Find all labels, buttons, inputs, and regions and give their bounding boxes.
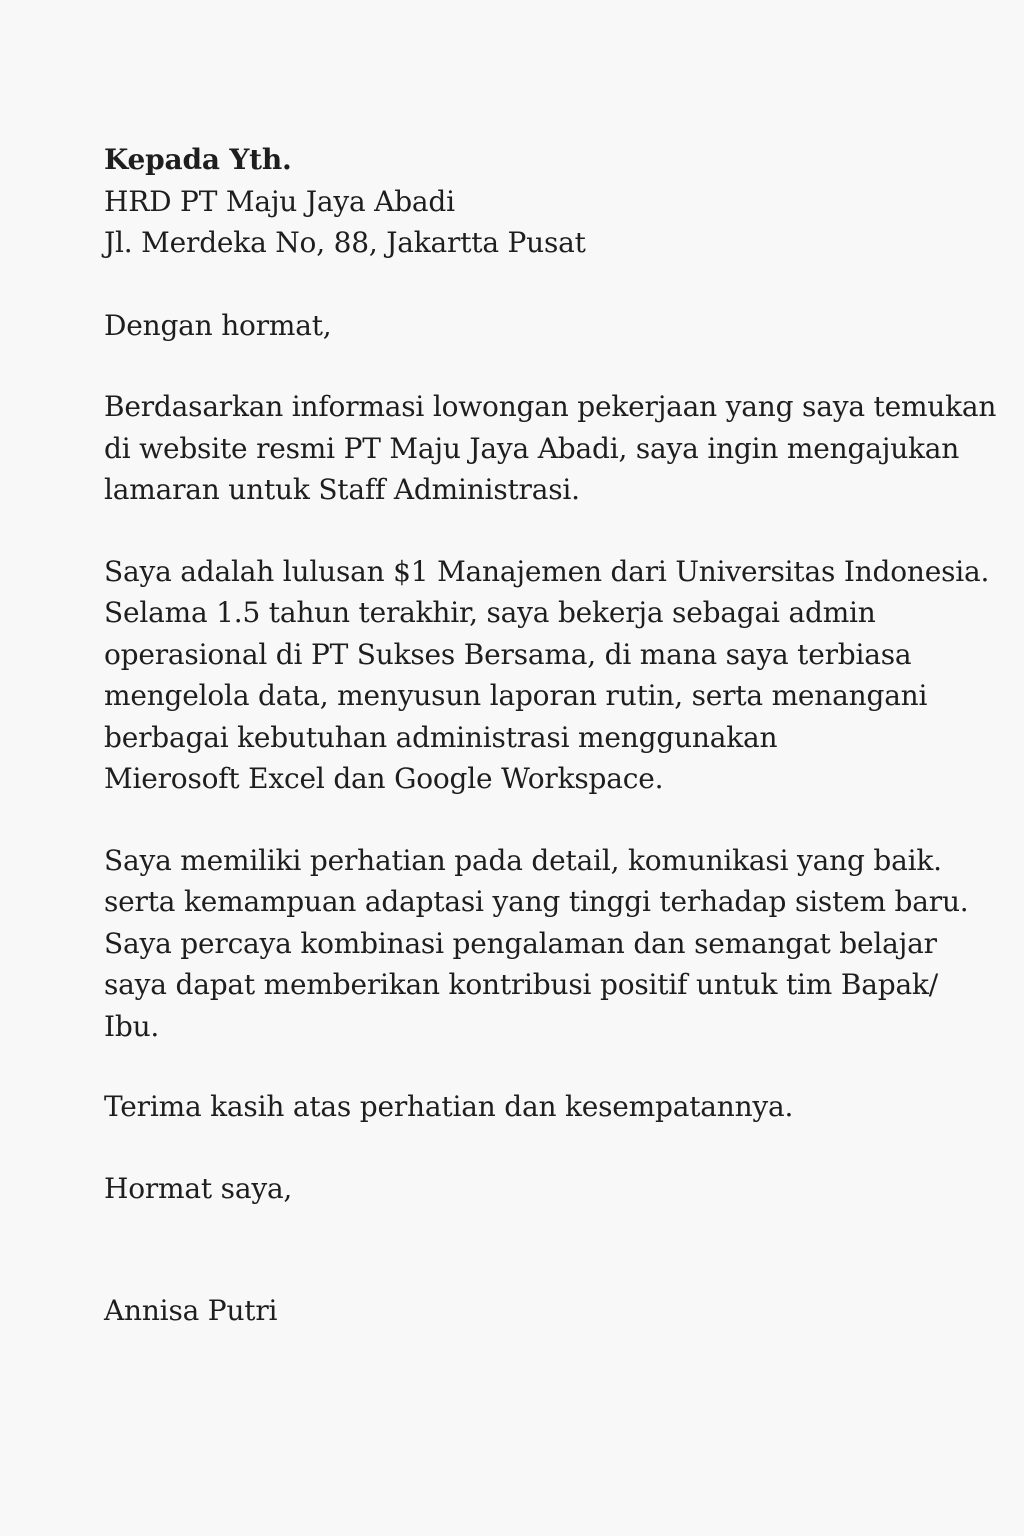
paragraph-1-line: Berdasarkan informasi lowongan pekerjaan yang saya temukan — [104, 390, 997, 423]
paragraph-2-line: Mierosoft Excel dan Google Workspace. — [104, 762, 664, 795]
recipient-address: Jl. Merdeka No, 88, Jakartta Pusat — [104, 226, 586, 259]
thanks-line: Terima kasih atas perhatian dan kesempatannya. — [104, 1090, 794, 1123]
recipient-company: HRD PT Maju Jaya Abadi — [104, 184, 455, 218]
closing-line: Hormat saya, — [104, 1171, 293, 1205]
signature-block — [104, 1290, 964, 1332]
paragraph-3-line: Ibu. — [104, 1009, 160, 1043]
paragraph-1-line: di website resmi PT Maju Jaya Abadi, saya ingin mengajukan — [104, 431, 960, 465]
signature-name: Annisa Putri — [104, 1294, 278, 1327]
paragraph-3 — [104, 840, 969, 1048]
paragraph-2-line: berbagai kebutuhan administrasi menggunakan — [104, 720, 778, 754]
paragraph-2 — [104, 551, 990, 800]
recipient-salutation: Kepada Yth. — [104, 143, 292, 176]
paragraph-3-line: Saya memiliki perhatian pada detail, komunikasi yang baik. — [104, 843, 942, 877]
greeting-block — [104, 305, 964, 347]
paragraph-2-line: Saya adalah lulusan $1 Manajemen dari Universitas Indonesia. — [104, 554, 990, 588]
paragraph-2-line: Selama 1.5 tahun terakhir, saya bekerja sebagai admin — [104, 596, 876, 629]
paragraph-3-line: Saya percaya kombinasi pengalaman dan semangat belajar — [104, 926, 937, 960]
paragraph-2-line: operasional di PT Sukses Bersama, di mana saya terbiasa — [104, 637, 912, 671]
recipient-block — [104, 139, 964, 264]
greeting: Dengan hormat, — [104, 308, 332, 342]
closing-block — [104, 1168, 964, 1210]
thanks-block — [104, 1086, 964, 1128]
paragraph-1-line: lamaran untuk Staff Administrasi. — [104, 473, 580, 506]
paragraph-1 — [104, 386, 997, 511]
paragraph-3-line: saya dapat memberikan kontribusi positif untuk tim Bapak/ — [104, 968, 938, 1001]
paragraph-3-line: serta kemampuan adaptasi yang tinggi terhadap sistem baru. — [104, 885, 969, 918]
paragraph-2-line: mengelola data, menyusun laporan rutin, serta menangani — [104, 679, 928, 712]
